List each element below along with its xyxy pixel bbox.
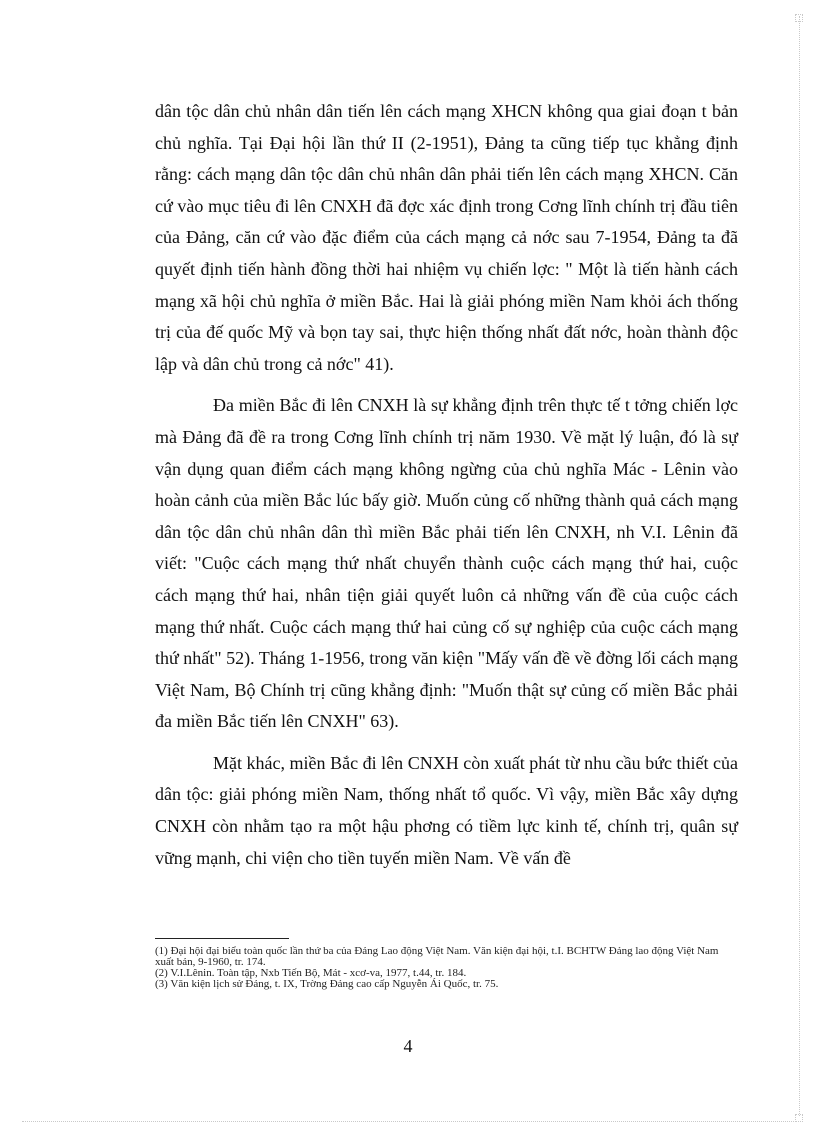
paragraph-3: Mặt khác, miền Bắc đi lên CNXH còn xuất phát từ nhu cầu bức thiết của dân tộc: giải phóng miền Nam, thống nhất tổ quốc. Vì vậy, miền Bắc xây dựng CNXH còn nhằm tạo ra một hậu phơng có tiềm lực kinh tế, chính trị, quân sự vững mạnh, chi viện cho tiền tuyến miền Nam. Về vấn đề	[155, 752, 738, 868]
body-text	[155, 96, 738, 884]
footnotes	[155, 946, 740, 990]
footnote-1: (1) Đại hội đại biểu toàn quốc lần thứ ba của Đảng Lao động Việt Nam. Văn kiện đại hội, t.I. BCHTW Đảng lao động Việt Nam xuất bản, 9-1960, tr. 174.	[155, 945, 719, 968]
paragraph-2: Đa miền Bắc đi lên CNXH là sự khẳng định trên thực tế t tởng chiến lợc mà Đảng đã đề ra trong Cơng lĩnh chính trị năm 1930. Về mặt lý luận, đó là sự vận dụng quan điểm cách mạng không ngừng của chủ nghĩa Mác - Lênin vào hoàn cảnh của miền Bắc lúc bấy giờ. Muốn củng cố những thành quả cách mạng dân tộc dân chủ nhân dân thì miền Bắc phải tiến lên CNXH, nh V.I. Lênin đã viết: "Cuộc cách mạng thứ nhất chuyển thành cuộc cách mạng thứ hai, cuộc cách mạng thứ hai, nhân tiện giải quyết luôn cả những vấn đề của cuộc cách mạng thứ nhất. Cuộc cách mạng thứ hai củng cố sự nghiệp của cuộc cách mạng thứ nhất" 52). Tháng 1-1956, trong văn kiện "Mấy vấn đề về đờng lối cách mạng Việt Nam, Bộ Chính trị cũng khẳng định: "Muốn thật sự củng cố miền Bắc phải đa miền Bắc tiến lên CNXH" 63).	[155, 395, 739, 732]
paragraph-1: dân tộc dân chủ nhân dân tiến lên cách mạng XHCN không qua giai đoạn t bản chủ nghĩa. Tại Đại hội lần thứ II (2-1951), Đảng ta cũng tiếp tục khẳng định rằng: cách mạng dân tộc dân chủ nhân dân phải tiến lên cách mạng XHCN. Căn cứ vào mục tiêu đi lên CNXH đã đợc xác định trong Cơng lĩnh chính trị đầu tiên của Đảng, căn cứ vào đặc điểm của cách mạng cả nớc sau 7-1954, Đảng ta đã quyết định tiến hành đồng thời hai nhiệm vụ chiến lợc: " Một là tiến hành cách mạng xã hội chủ nghĩa ở miền Bắc. Hai là giải phóng miền Nam khỏi ách thống trị của đế quốc Mỹ và bọn tay sai, thực hiện thống nhất đất nớc, hoàn thành độc lập và dân chủ trong cả nớc" 41).	[155, 101, 738, 374]
page-number: 4	[403, 1036, 413, 1056]
footnote-2: (2) V.I.Lênin. Toàn tập, Nxb Tiến Bộ, Mát - xcơ-va, 1977, t.44, tr. 184.	[155, 967, 467, 979]
footnote-3: (3) Văn kiện lịch sử Đảng, t. IX, Trờng Đảng cao cấp Nguyễn Ái Quốc, tr. 75.	[155, 978, 499, 990]
page-right-border	[799, 16, 800, 1116]
corner-mark-top-right	[795, 14, 803, 22]
page-bottom-border	[22, 1121, 794, 1122]
footnote-divider	[155, 938, 289, 939]
corner-mark-bottom-right	[795, 1114, 803, 1122]
